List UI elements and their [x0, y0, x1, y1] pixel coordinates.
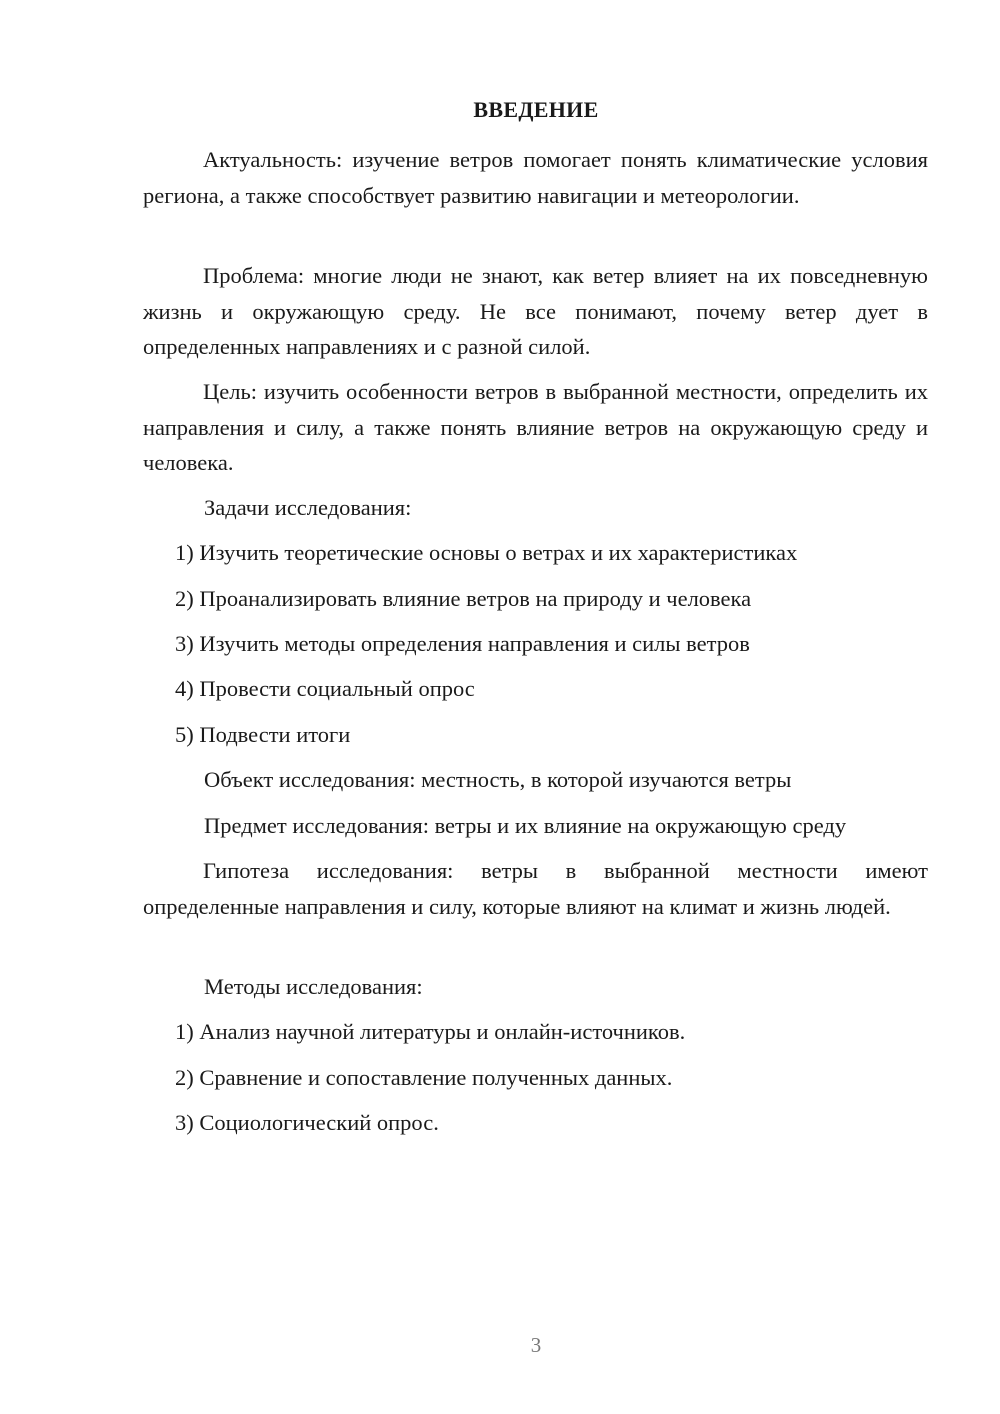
method-item: 2) Сравнение и сопоставление полученных данных.: [175, 1065, 673, 1090]
page-number: 3: [530, 1333, 542, 1357]
task-item: 3) Изучить методы определения направления и силы ветров: [175, 631, 750, 656]
task-item: 2) Проанализировать влияние ветров на природу и человека: [175, 586, 752, 611]
relevance-paragraph: Актуальность: изучение ветров помогает понять климатические условия региона, а также способствует развитию навигации и метеорологии.: [143, 147, 928, 208]
task-item: 5) Подвести итоги: [175, 722, 351, 747]
task-item: 1) Изучить теоретические основы о ветрах и их характеристиках: [175, 540, 798, 565]
method-item: 3) Социологический опрос.: [175, 1110, 439, 1135]
task-item: 4) Провести социальный опрос: [175, 676, 475, 701]
object-line: Объект исследования: местность, в которой изучаются ветры: [204, 767, 792, 792]
tasks-label: Задачи исследования:: [204, 495, 412, 520]
subject-line: Предмет исследования: ветры и их влияние на окружающую среду: [204, 813, 847, 838]
hypothesis-paragraph: Гипотеза исследования: ветры в выбранной местности имеют определенные направления и силу, которые влияют на климат и жизнь людей.: [143, 858, 928, 919]
method-item: 1) Анализ научной литературы и онлайн-источников.: [175, 1019, 686, 1044]
problem-paragraph: Проблема: многие люди не знают, как ветер влияет на их повседневную жизнь и окружающую среду. Не все понимают, почему ветер дует в определенных направлениях и с разной силой.: [143, 263, 928, 359]
methods-label: Методы исследования:: [204, 974, 423, 999]
section-heading: ВВЕДЕНИЕ: [473, 97, 599, 122]
goal-paragraph: Цель: изучить особенности ветров в выбранной местности, определить их направления и силу, а также понять влияние ветров на окружающую среду и человека.: [143, 379, 928, 475]
